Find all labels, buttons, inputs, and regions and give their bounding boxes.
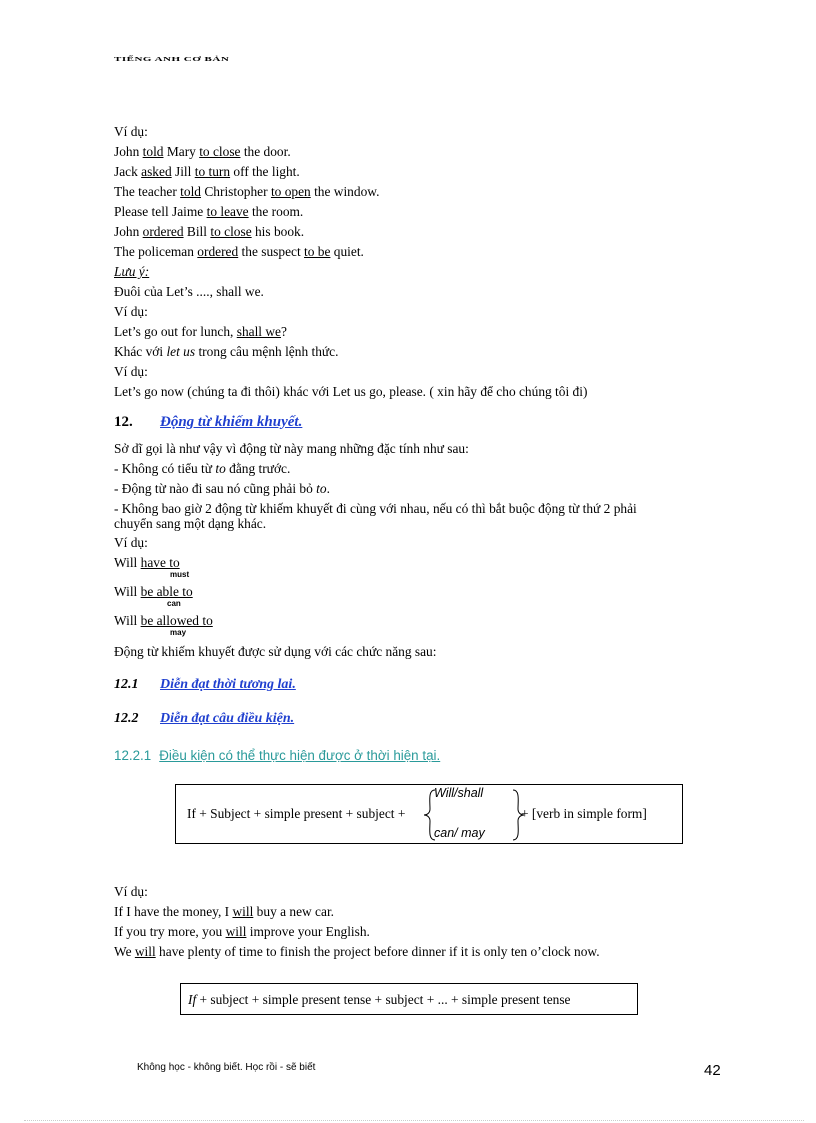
section-title-link[interactable]: Diễn đạt câu điều kiện. xyxy=(160,711,295,726)
option-bottom: can/ may xyxy=(434,826,485,840)
modal-label: can xyxy=(167,599,181,608)
example-label: Ví dụ: xyxy=(114,364,148,379)
formula-box xyxy=(175,784,683,844)
modal-label: must xyxy=(170,570,190,579)
formula-text: If + subject + simple present tense + subject + ... + simple present tense xyxy=(188,992,571,1007)
paragraph: Sở dĩ gọi là như vậy vì động từ này mang những đặc tính như sau: xyxy=(114,441,469,456)
section-heading-12: 12. Động từ khiếm khuyết. xyxy=(114,414,303,430)
footer-text: Không học - không biết. Học rồi - sẽ biết xyxy=(137,1062,316,1073)
example-sentence: John ordered Bill to close his book. xyxy=(114,224,305,239)
section-heading-12-2-1: 12.2.1 Điều kiện có thể thực hiện được ở thời hiện tại. xyxy=(114,748,441,763)
example-sentence: Let’s go now (chúng ta đi thôi) khác với Let us go, please. ( xin hãy để cho chúng tôi đi) xyxy=(114,384,588,399)
note-text: Đuôi của Let’s ...., shall we. xyxy=(114,284,264,299)
example-sentence: If I have the money, I will buy a new car. xyxy=(114,904,335,919)
note-text: Khác với let us trong câu mệnh lệnh thức. xyxy=(114,344,339,359)
bullet-item: - Động từ nào đi sau nó cũng phải bỏ to. xyxy=(114,481,330,496)
bullet-item-cont: chuyển sang một dạng khác. xyxy=(114,516,267,531)
example-sentence: The policeman ordered the suspect to be quiet. xyxy=(114,244,364,259)
option-top: Will/shall xyxy=(434,786,484,800)
bullet-item: - Không có tiểu từ to đằng trước. xyxy=(114,461,291,476)
example-sentence: Let’s go out for lunch, shall we? xyxy=(114,324,287,339)
modal-label: may xyxy=(170,628,187,637)
formula-box xyxy=(180,983,638,1015)
example-sentence: The teacher told Christopher to open the window. xyxy=(114,184,380,199)
section-title-link[interactable]: Diễn đạt thời tương lai. xyxy=(160,677,296,692)
example-sentence: Jack asked Jill to turn off the light. xyxy=(114,164,300,179)
page-header: TIẾNG ANH CƠ BẢN xyxy=(114,56,230,63)
will-example: Will be able to xyxy=(114,584,193,599)
example-sentence: John told Mary to close the door. xyxy=(114,144,291,159)
formula-right: + [verb in simple form] xyxy=(521,806,647,821)
section-heading-12-2: 12.2 Diễn đạt câu điều kiện. xyxy=(114,711,295,726)
example-label: Ví dụ: xyxy=(114,884,148,899)
page-divider xyxy=(24,1120,804,1121)
bullet-item: - Không bao giờ 2 động từ khiếm khuyết đi cùng với nhau, nếu có thì bắt buộc động từ thứ 2 phải xyxy=(114,501,637,516)
page-number: 42 xyxy=(704,1062,721,1079)
example-label: Ví dụ: xyxy=(114,124,148,139)
example-sentence: We will have plenty of time to finish the project before dinner if it is only ten o’clock now. xyxy=(114,944,600,959)
section-title-link[interactable]: Điều kiện có thể thực hiện được ở thời hiện tại. xyxy=(159,748,441,763)
section-title-link[interactable]: Động từ khiếm khuyết. xyxy=(160,414,303,430)
will-example: Will be allowed to xyxy=(114,613,213,628)
example-sentence: If you try more, you will improve your English. xyxy=(114,924,370,939)
will-example: Will have to xyxy=(114,555,180,570)
note-label: Lưu ý: xyxy=(114,264,150,279)
paragraph: Động từ khiếm khuyết được sử dụng với các chức năng sau: xyxy=(114,644,437,659)
example-label: Ví dụ: xyxy=(114,535,148,550)
example-label: Ví dụ: xyxy=(114,304,148,319)
section-heading-12-1: 12.1 Diễn đạt thời tương lai. xyxy=(114,677,296,692)
example-sentence: Please tell Jaime to leave the room. xyxy=(114,204,304,219)
formula-left: If + Subject + simple present + subject + xyxy=(187,806,406,821)
